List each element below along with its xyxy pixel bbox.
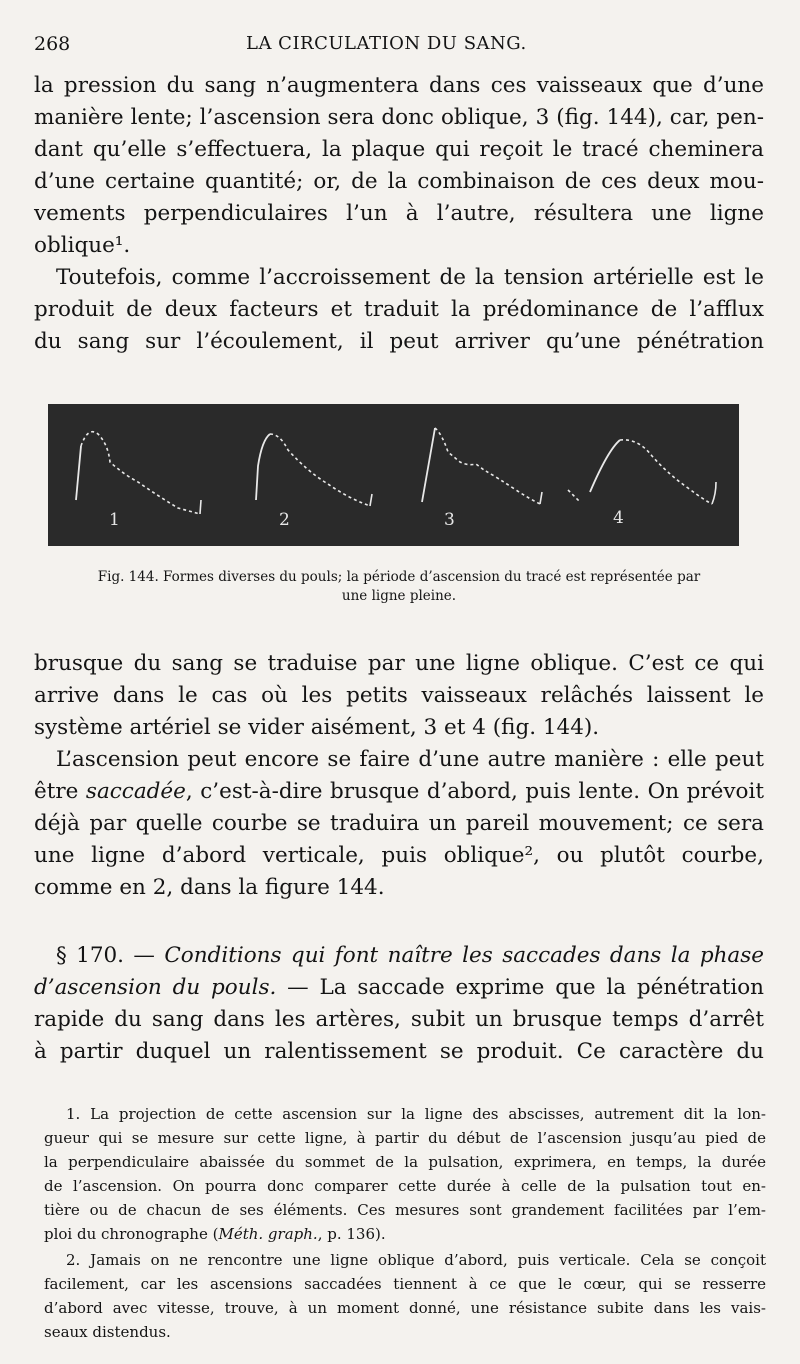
figure-caption: Fig. 144. Formes diverses du pouls; la période d’ascension du tracé est représentée par — [97, 569, 701, 585]
tracing-label-4: 4 — [613, 508, 624, 528]
body-line: la pression du sang n’augmentera dans ces vaisseaux que d’une — [34, 73, 764, 98]
body-line: déjà par quelle courbe se traduira un pareil mouvement; ce sera — [34, 811, 764, 836]
footnote-line: tière ou de chacun de ses éléments. Ces mesures sont grandement facilitées par l’em- — [44, 1201, 766, 1219]
body-line: d’une certaine quantité; or, de la combinaison de ces deux mou- — [34, 169, 764, 194]
body-line: dant qu’elle s’effectuera, la plaque qui reçoit le tracé cheminera — [34, 137, 764, 162]
section-heading — [34, 940, 764, 972]
body-line: comme en 2, dans la figure 144. — [34, 875, 385, 900]
running-title: LA CIRCULATION DU SANG. — [246, 33, 527, 54]
body-line: vements perpendiculaires l’un à l’autre, résultera une ligne — [34, 201, 764, 226]
page-number: 268 — [34, 33, 71, 55]
body-line: manière lente; l’ascension sera donc oblique, 3 (fig. 144), car, pen- — [34, 105, 764, 130]
body-line: oblique¹. — [34, 233, 131, 258]
body-line: à partir duquel un ralentissement se produit. Ce caractère du — [34, 1039, 764, 1064]
section-title: Conditions qui font naître les saccades dans la phase — [164, 943, 764, 968]
footnote-line: seaux distendus. — [44, 1323, 171, 1341]
body-line: brusque du sang se traduise par une ligne oblique. C’est ce qui — [34, 651, 764, 676]
italic-term: saccadée — [85, 779, 186, 804]
footnote-line: de l’ascension. On pourra donc comparer cette durée à celle de la pulsation tout en- — [44, 1177, 766, 1195]
footnote-line: 2. Jamais on ne rencontre une ligne oblique d’abord, puis verticale. Cela se conçoit — [66, 1251, 766, 1269]
running-head — [34, 33, 754, 59]
pulse-tracings-svg — [48, 404, 739, 546]
text-run: , p. 136). — [317, 1225, 386, 1243]
body-line: du sang sur l’écoulement, il peut arriver qu’une pénétration — [34, 329, 764, 354]
tracing-label-1: 1 — [109, 510, 120, 530]
body-line: Toutefois, comme l’accroissement de la tension artérielle est le — [56, 265, 764, 290]
body-line — [34, 972, 764, 1004]
footnote-line — [44, 1222, 766, 1246]
footnote-line: la perpendiculaire abaissée du sommet de la pulsation, exprimera, en temps, la durée — [44, 1153, 766, 1171]
footnote-line: facilement, car les ascensions saccadées tiennent à ce que le cœur, qui se resserre — [44, 1275, 766, 1293]
pulse-tracings-figure — [48, 404, 739, 546]
text-run: être — [34, 779, 86, 804]
section-title: d’ascension du pouls. — [34, 975, 277, 1000]
text-run: ploi du chronographe ( — [44, 1225, 219, 1243]
body-line: arrive dans le cas où les petits vaisseaux relâchés laissent le — [34, 683, 764, 708]
tracing-label-3: 3 — [444, 510, 455, 530]
footnote-line: d’abord avec vitesse, trouve, à un moment donné, une résistance subite dans les vais- — [44, 1299, 766, 1317]
text-run: , c’est-à-dire brusque d’abord, puis lente. On prévoit — [185, 779, 764, 804]
italic-term: Méth. graph. — [218, 1225, 318, 1243]
text-run: — La saccade exprime que la pénétration — [276, 975, 764, 1000]
body-line: une ligne d’abord verticale, puis oblique², ou plutôt courbe, — [34, 843, 764, 868]
body-line: produit de deux facteurs et traduit la prédominance de l’afflux — [34, 297, 764, 322]
body-line — [34, 776, 764, 808]
footnote-line: gueur qui se mesure sur cette ligne, à partir du début de l’ascension jusqu’au pied de — [44, 1129, 766, 1147]
section-number: § 170. — — [56, 943, 165, 968]
tracing-label-2: 2 — [279, 510, 290, 530]
body-line: rapide du sang dans les artères, subit un brusque temps d’arrêt — [34, 1007, 764, 1032]
footnote-line: 1. La projection de cette ascension sur la ligne des abscisses, autrement dit la lon- — [66, 1105, 766, 1123]
body-line: L’ascension peut encore se faire d’une autre manière : elle peut — [56, 747, 764, 772]
figure-caption: une ligne pleine. — [341, 588, 457, 604]
body-line: système artériel se vider aisément, 3 et 4 (fig. 144). — [34, 715, 600, 740]
